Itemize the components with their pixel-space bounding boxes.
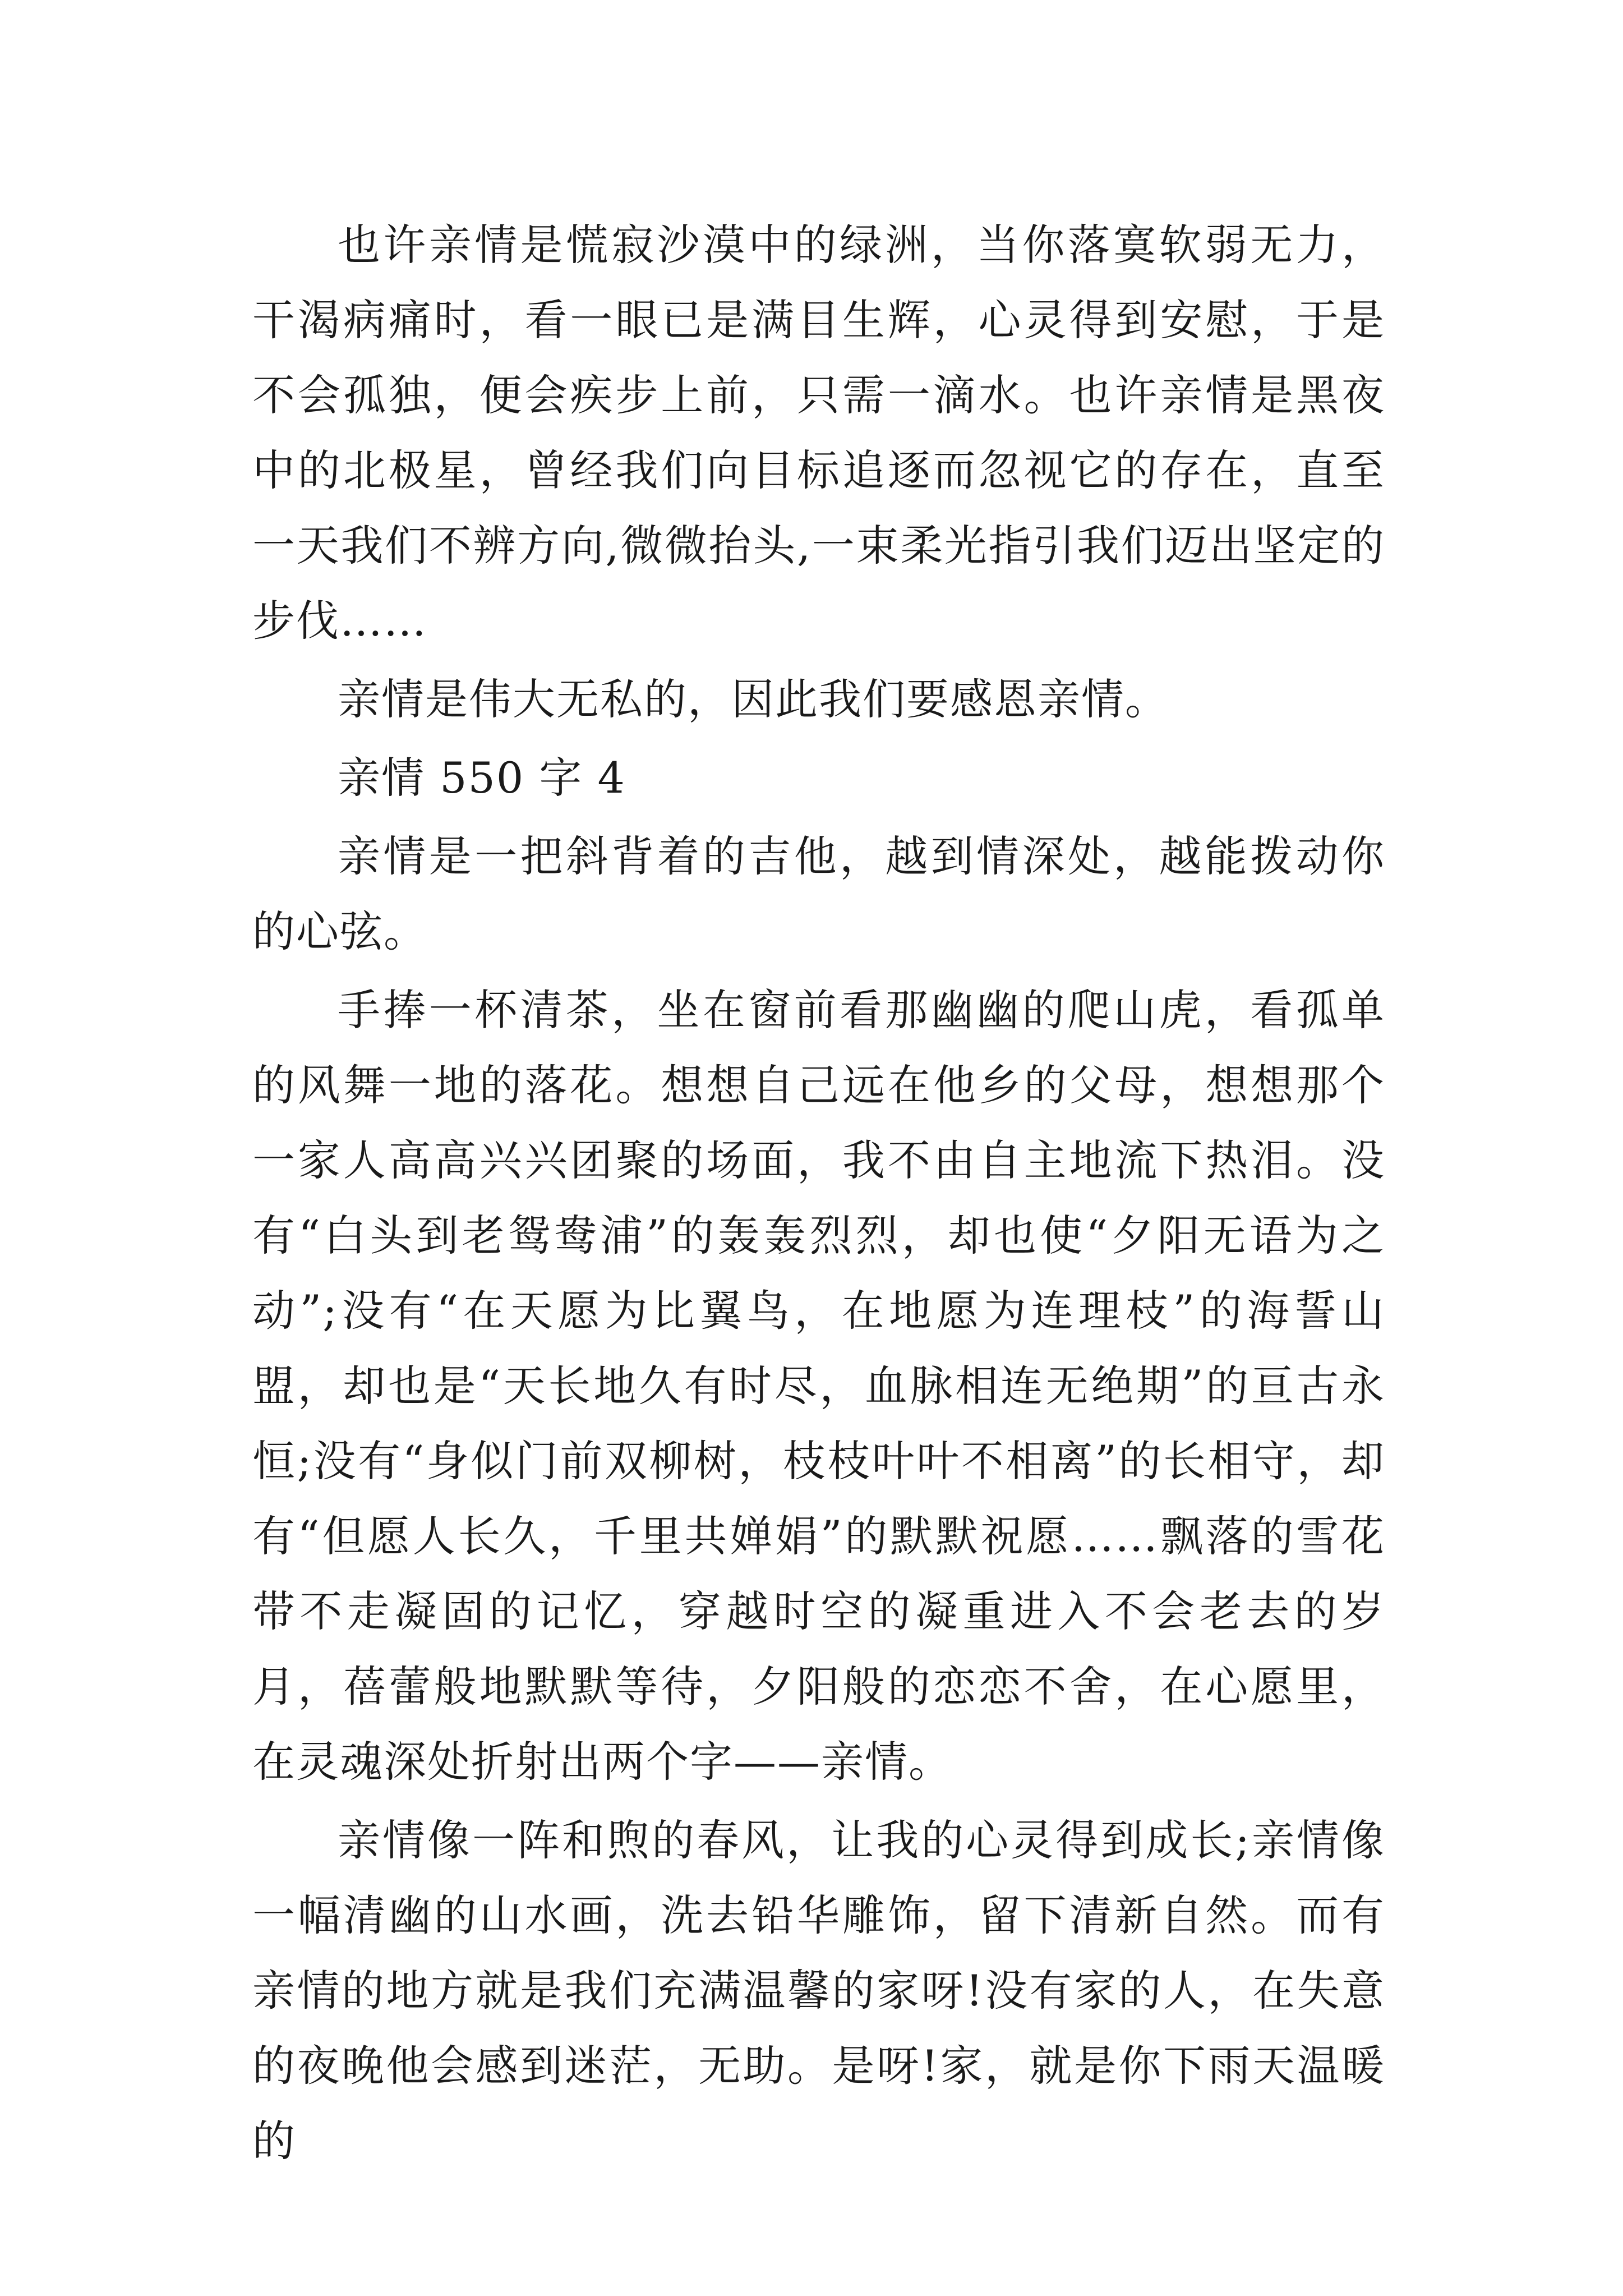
paragraph-spring-breeze: 亲情像一阵和煦的春风，让我的心灵得到成长;亲情像一幅清幽的山水画，洗去铅华雕饰，留下清新自然。而有亲情的地方就是我们充满温馨的家呀!没有家的人，在失意的夜晚他会感到迷茫，无助。是呀!家，就是你下雨天温暖的 bbox=[252, 1815, 1385, 2166]
paragraph-tea-reflection: 手捧一杯清茶，坐在窗前看那幽幽的爬山虎，看孤单的风舞一地的落花。想想自己远在他乡的父母，想想那个一家人高高兴兴团聚的场面，我不由自主地流下热泪。没有“白头到老鸳鸯浦”的轰轰烈烈，却也使“夕阳无语为之动”;没有“在天愿为比翼鸟，在地愿为连理枝”的海誓山盟，却也是“天长地久有时尽，血脉相连无绝期”的亘古永恒;没有“身似门前双柳树，枝枝叶叶不相离”的长相守，却有“但愿人长久，千里共婵娟”的默默祝愿……飘落的雪花带不走凝固的记忆，穿越时空的凝重进入不会老去的岁月，蓓蕾般地默默等待，夕阳般的恋恋不舍，在心愿里，在灵魂深处折射出两个字——亲情。 bbox=[252, 985, 1385, 1787]
paragraph-gratitude: 亲情是伟大无私的，因此我们要感恩亲情。 bbox=[338, 674, 1169, 724]
paragraph-guitar: 亲情是一把斜背着的吉他，越到情深处，越能拨动你的心弦。 bbox=[252, 831, 1385, 956]
paragraph-oasis-polaris: 也许亲情是慌寂沙漠中的绿洲，当你落寞软弱无力，干渴病痛时，看一眼已是满目生辉，心灵得到安慰，于是不会孤独，便会疾步上前，只需一滴水。也许亲情是黑夜中的北极星，曾经我们向目标追逐而忽视它的存在，直至一天我们不辨方向,微微抬头,一束柔光指引我们迈出坚定的步伐…… bbox=[252, 220, 1385, 646]
section-heading: 亲情 550 字 4 bbox=[338, 753, 626, 803]
document-body bbox=[252, 208, 1385, 2179]
